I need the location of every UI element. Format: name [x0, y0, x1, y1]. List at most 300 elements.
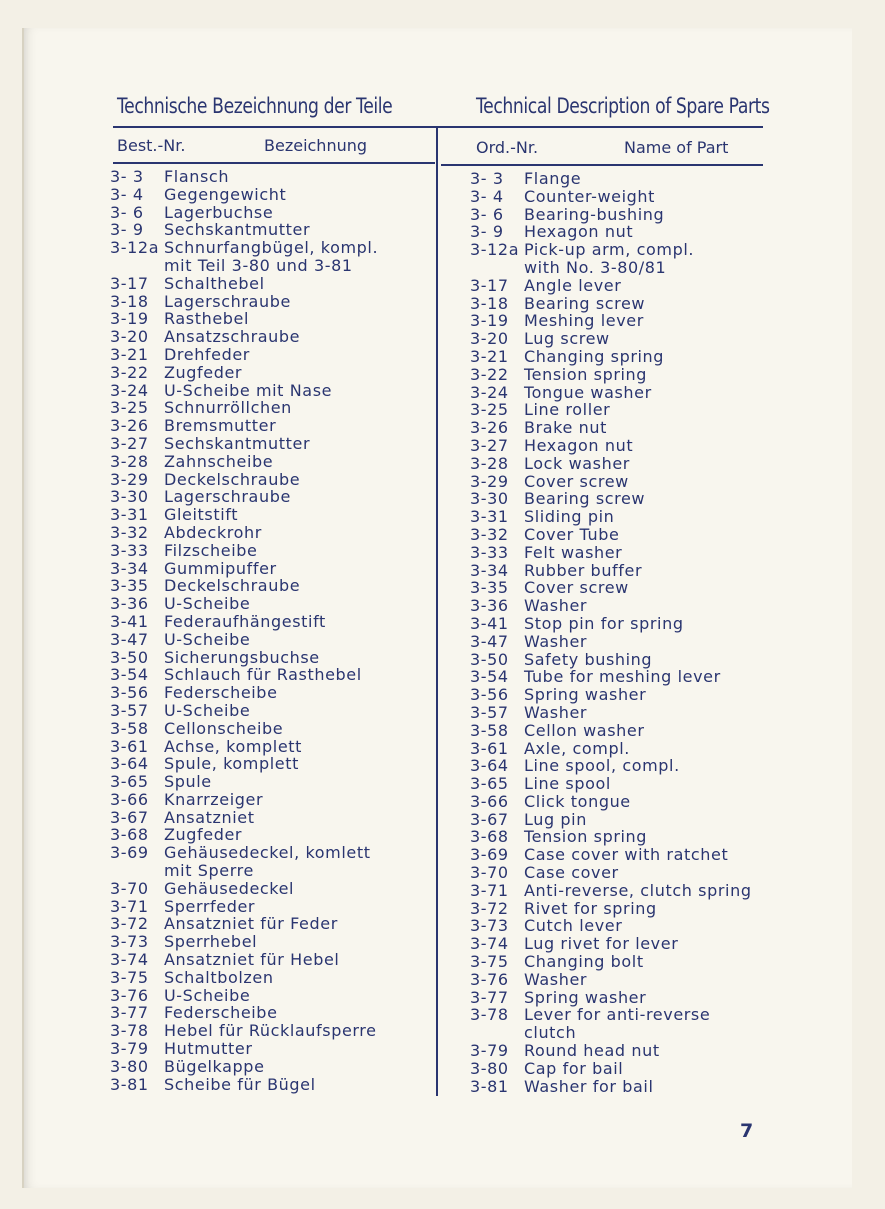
list-item	[110, 720, 378, 738]
part-number: 3-26	[110, 416, 149, 436]
list-item	[470, 490, 752, 508]
part-number: 3-77	[470, 987, 509, 1007]
part-name: Changing spring	[524, 346, 665, 366]
list-item	[110, 364, 378, 382]
part-name: Rasthebel	[164, 309, 250, 329]
part-name: Sliding pin	[524, 507, 615, 527]
part-number: 3-47	[110, 629, 149, 649]
part-number: 3-80	[110, 1056, 149, 1076]
list-item	[110, 328, 378, 346]
part-number: 3-75	[470, 952, 509, 972]
part-number: 3-29	[110, 469, 149, 489]
part-name: Zugfeder	[164, 825, 243, 845]
list-item	[110, 560, 378, 578]
list-item	[470, 526, 752, 544]
list-item	[470, 1042, 752, 1060]
part-number: 3-73	[470, 916, 509, 936]
part-name: mit Teil 3-80 und 3-81	[164, 255, 353, 275]
part-number: 3-74	[470, 934, 509, 954]
part-name: Spule, komplett	[164, 754, 299, 774]
part-name: Federscheibe	[164, 683, 278, 703]
list-item	[110, 417, 378, 435]
part-number: 3-30	[470, 489, 509, 509]
part-name: Hutmutter	[164, 1039, 253, 1059]
list-item	[110, 649, 378, 667]
part-name: Meshing lever	[524, 311, 644, 331]
list-item	[110, 1076, 378, 1094]
part-number: 3-54	[110, 665, 149, 685]
part-number: 3- 3	[470, 169, 504, 188]
part-number: 3-28	[110, 451, 149, 471]
list-item	[470, 579, 752, 597]
part-number: 3-65	[110, 772, 149, 792]
list-item	[470, 668, 752, 686]
list-item	[110, 666, 378, 684]
list-item	[110, 453, 378, 471]
list-item	[110, 186, 378, 204]
list-item	[110, 293, 378, 311]
part-name: Sperrhebel	[164, 932, 258, 952]
part-name: Cellonscheibe	[164, 718, 284, 738]
part-number: 3-12a	[110, 238, 160, 258]
part-name: Spring washer	[524, 987, 647, 1007]
part-name: Gummipuffer	[164, 558, 277, 578]
part-number: 3-31	[470, 507, 509, 527]
part-name: Cover screw	[524, 578, 629, 598]
part-name: U-Scheibe mit Nase	[164, 380, 333, 400]
english-parts-list	[470, 170, 752, 1095]
part-name: Schnurfangbügel, kompl.	[164, 238, 379, 258]
part-number: 3-12a	[470, 240, 520, 260]
part-name: Gehäusedeckel	[164, 878, 295, 898]
list-item	[110, 1058, 378, 1076]
list-item	[110, 933, 378, 951]
list-item	[110, 684, 378, 702]
part-number: 3-30	[110, 487, 149, 507]
part-number: 3-79	[110, 1039, 149, 1059]
part-name: Deckelschraube	[164, 576, 301, 596]
part-name: Ansatzniet für Feder	[164, 914, 338, 934]
list-item	[110, 631, 378, 649]
part-name: Lug screw	[524, 329, 610, 349]
column-header-rule-left	[113, 162, 435, 164]
list-item	[470, 864, 752, 882]
list-item	[110, 310, 378, 328]
list-item	[110, 221, 378, 239]
part-number: 3- 3	[110, 167, 144, 186]
part-name: Hexagon nut	[524, 222, 634, 242]
column-header-name-of-part: Name of Part	[624, 138, 729, 157]
part-name: Bearing-bushing	[524, 204, 665, 224]
part-name: Lagerbuchse	[164, 202, 274, 222]
part-name: Tension spring	[524, 364, 648, 384]
list-item	[470, 989, 752, 1007]
list-item	[470, 722, 752, 740]
part-number: 3-21	[470, 346, 509, 366]
part-number: 3-33	[470, 542, 509, 562]
german-parts-list	[110, 168, 378, 1093]
part-name: Federscheibe	[164, 1003, 278, 1023]
part-name: Brake nut	[524, 418, 607, 438]
list-item	[470, 206, 752, 224]
part-name: Pick-up arm, compl.	[524, 240, 695, 260]
part-number: 3-26	[470, 418, 509, 438]
part-name: Gleitstift	[164, 505, 239, 525]
column-header-best-nr: Best.-Nr.	[117, 136, 186, 155]
part-number: 3-32	[470, 524, 509, 544]
part-number: 3-80	[470, 1058, 509, 1078]
part-number: 3-31	[110, 505, 149, 525]
part-number: 3-67	[470, 809, 509, 829]
list-item	[110, 915, 378, 933]
list-item	[470, 740, 752, 758]
part-name: Cellon washer	[524, 720, 645, 740]
part-name: Washer	[524, 631, 588, 651]
list-item	[110, 809, 378, 827]
part-name: Lever for anti-reverse	[524, 1005, 711, 1025]
part-number: 3-71	[470, 880, 509, 900]
part-number: 3-50	[470, 649, 509, 669]
list-item	[470, 419, 752, 437]
list-item	[110, 346, 378, 364]
part-name: Lagerschraube	[164, 291, 291, 311]
part-name: Spule	[164, 772, 212, 792]
list-item	[110, 168, 378, 186]
part-number: 3-78	[470, 1005, 509, 1025]
part-name: Sechskantmutter	[164, 220, 311, 240]
part-number: 3-36	[110, 594, 149, 614]
list-item	[470, 775, 752, 793]
part-number: 3-21	[110, 344, 149, 364]
list-item	[470, 1024, 752, 1042]
part-name: Cap for bail	[524, 1058, 624, 1078]
part-number: 3-57	[110, 700, 149, 720]
list-item	[470, 473, 752, 491]
part-number: 3-20	[110, 327, 149, 347]
part-number: 3-77	[110, 1003, 149, 1023]
part-name: Flansch	[164, 167, 230, 186]
list-item	[110, 880, 378, 898]
page-number: 7	[740, 1120, 754, 1142]
part-number: 3-27	[110, 433, 149, 453]
part-number: 3-28	[470, 453, 509, 473]
part-name: Gegengewicht	[164, 184, 287, 204]
part-name: with No. 3-80/81	[524, 257, 667, 277]
list-item	[110, 862, 378, 880]
list-item	[110, 898, 378, 916]
part-number	[110, 862, 164, 880]
part-name: Sicherungsbuchse	[164, 647, 320, 667]
part-number: 3-17	[470, 275, 509, 295]
part-number: 3-19	[110, 309, 149, 329]
list-item	[470, 793, 752, 811]
list-item	[110, 773, 378, 791]
list-item	[470, 828, 752, 846]
part-number: 3-64	[470, 756, 509, 776]
part-name: Bremsmutter	[164, 416, 277, 436]
list-item	[470, 401, 752, 419]
part-number: 3-22	[110, 362, 149, 382]
part-name: Lug rivet for lever	[524, 934, 679, 954]
part-name: Bearing screw	[524, 293, 646, 313]
part-number: 3-56	[470, 685, 509, 705]
part-number: 3-24	[470, 382, 509, 402]
part-name: Safety bushing	[524, 649, 653, 669]
part-number: 3-35	[110, 576, 149, 596]
part-name: Stop pin for spring	[524, 613, 684, 633]
part-name: Rivet for spring	[524, 898, 657, 918]
list-item	[110, 524, 378, 542]
part-number: 3-29	[470, 471, 509, 491]
part-name: Zugfeder	[164, 362, 243, 382]
list-item	[110, 844, 378, 862]
part-number: 3-33	[110, 540, 149, 560]
list-item	[470, 846, 752, 864]
part-name: Counter-weight	[524, 186, 656, 206]
part-number: 3-57	[470, 702, 509, 722]
part-number: 3-25	[110, 398, 149, 418]
list-item	[470, 1006, 752, 1024]
list-item	[110, 257, 378, 275]
part-name: Cover Tube	[524, 524, 620, 544]
part-number: 3-65	[470, 774, 509, 794]
part-name: Schaltbolzen	[164, 967, 274, 987]
part-number: 3-35	[470, 578, 509, 598]
part-name: Flange	[524, 169, 582, 188]
part-number: 3-72	[110, 914, 149, 934]
list-item	[110, 1022, 378, 1040]
list-item	[470, 917, 752, 935]
list-item	[470, 900, 752, 918]
part-name: Achse, komplett	[164, 736, 303, 756]
part-name: Anti-reverse, clutch spring	[524, 880, 752, 900]
part-number	[470, 1024, 524, 1042]
list-item	[110, 1040, 378, 1058]
list-item	[470, 544, 752, 562]
list-item	[470, 704, 752, 722]
part-name: Schnurröllchen	[164, 398, 292, 418]
part-name: Schalthebel	[164, 273, 265, 293]
list-item	[110, 204, 378, 222]
part-number: 3-27	[470, 435, 509, 455]
part-name: U-Scheibe	[164, 700, 251, 720]
part-name: Gehäusedeckel, komlett	[164, 843, 371, 863]
part-number: 3-36	[470, 596, 509, 616]
part-number: 3-64	[110, 754, 149, 774]
part-name: Felt washer	[524, 542, 623, 562]
part-name: Line roller	[524, 400, 611, 420]
part-name: U-Scheibe	[164, 594, 251, 614]
list-item	[110, 595, 378, 613]
part-number: 3-76	[110, 985, 149, 1005]
part-name: Line spool	[524, 774, 611, 794]
list-item	[470, 384, 752, 402]
list-item	[110, 399, 378, 417]
list-item	[470, 188, 752, 206]
list-item	[470, 971, 752, 989]
part-name: Ansatzniet für Hebel	[164, 950, 340, 970]
part-name: clutch	[524, 1023, 577, 1043]
part-name: Axle, compl.	[524, 738, 630, 758]
part-number: 3-61	[470, 738, 509, 758]
part-name: Sperrfeder	[164, 896, 256, 916]
part-number: 3-50	[110, 647, 149, 667]
part-number: 3-73	[110, 932, 149, 952]
list-item	[110, 488, 378, 506]
list-item	[470, 882, 752, 900]
part-number: 3-81	[110, 1074, 149, 1094]
part-name: Tension spring	[524, 827, 648, 847]
part-number: 3-22	[470, 364, 509, 384]
part-name: Schlauch für Rasthebel	[164, 665, 362, 685]
part-name: Line spool, compl.	[524, 756, 680, 776]
part-name: mit Sperre	[164, 861, 254, 881]
part-number: 3- 9	[470, 222, 504, 242]
part-number: 3- 6	[110, 202, 144, 222]
part-number: 3-18	[470, 293, 509, 313]
part-number: 3-18	[110, 291, 149, 311]
part-number: 3-75	[110, 967, 149, 987]
part-name: Bearing screw	[524, 489, 646, 509]
list-item	[470, 953, 752, 971]
part-number: 3-78	[110, 1021, 149, 1041]
part-number: 3-68	[470, 827, 509, 847]
list-item	[110, 987, 378, 1005]
part-number: 3-69	[470, 845, 509, 865]
part-number: 3-68	[110, 825, 149, 845]
list-item	[470, 259, 752, 277]
part-number: 3-72	[470, 898, 509, 918]
list-item	[470, 1078, 752, 1096]
part-name: Case cover with ratchet	[524, 845, 729, 865]
list-item	[110, 738, 378, 756]
column-divider	[436, 128, 438, 1096]
part-number: 3-58	[470, 720, 509, 740]
part-number: 3- 4	[470, 186, 504, 206]
part-name: Zahnscheibe	[164, 451, 274, 471]
part-name: Cutch lever	[524, 916, 623, 936]
part-name: Hebel für Rücklaufsperre	[164, 1021, 377, 1041]
part-name: Abdeckrohr	[164, 522, 262, 542]
list-item	[110, 951, 378, 969]
part-name: Deckelschraube	[164, 469, 301, 489]
part-number: 3-20	[470, 329, 509, 349]
part-name: Sechskantmutter	[164, 433, 311, 453]
column-header-bezeichnung: Bezeichnung	[264, 136, 368, 155]
part-number: 3-58	[110, 718, 149, 738]
part-name: Washer	[524, 702, 588, 722]
list-item	[110, 702, 378, 720]
part-name: U-Scheibe	[164, 629, 251, 649]
part-number: 3-70	[110, 878, 149, 898]
part-name: Ansatzschraube	[164, 327, 301, 347]
part-name: Drehfeder	[164, 344, 250, 364]
list-item	[110, 435, 378, 453]
list-item	[470, 437, 752, 455]
title-english: Technical Description of Spare Parts	[476, 94, 770, 118]
part-name: Hexagon nut	[524, 435, 634, 455]
list-item	[110, 239, 378, 257]
list-item	[110, 471, 378, 489]
part-number: 3- 6	[470, 204, 504, 224]
part-name: U-Scheibe	[164, 985, 251, 1005]
part-name: Case cover	[524, 863, 619, 883]
list-item	[470, 223, 752, 241]
part-name: Spring washer	[524, 685, 647, 705]
list-item	[470, 508, 752, 526]
part-number: 3-70	[470, 863, 509, 883]
list-item	[470, 562, 752, 580]
part-name: Ansatzniet	[164, 807, 255, 827]
part-number: 3-66	[470, 791, 509, 811]
part-name: Click tongue	[524, 791, 631, 811]
list-item	[470, 597, 752, 615]
part-name: Angle lever	[524, 275, 622, 295]
part-number: 3-76	[470, 969, 509, 989]
part-name: Federaufhängestift	[164, 611, 326, 631]
list-item	[110, 791, 378, 809]
list-item	[470, 686, 752, 704]
list-item	[470, 312, 752, 330]
part-number: 3-25	[470, 400, 509, 420]
list-item	[470, 348, 752, 366]
part-name: Scheibe für Bügel	[164, 1074, 316, 1094]
part-name: Lagerschraube	[164, 487, 291, 507]
column-header-rule-right	[441, 164, 763, 166]
list-item	[470, 615, 752, 633]
list-item	[110, 382, 378, 400]
part-number	[110, 257, 164, 275]
list-item	[470, 277, 752, 295]
list-item	[110, 755, 378, 773]
part-number: 3- 9	[110, 220, 144, 240]
list-item	[470, 935, 752, 953]
part-number: 3-34	[470, 560, 509, 580]
list-item	[110, 613, 378, 631]
part-number: 3-81	[470, 1076, 509, 1096]
part-number: 3-67	[110, 807, 149, 827]
part-number	[470, 259, 524, 277]
list-item	[110, 826, 378, 844]
part-number: 3-32	[110, 522, 149, 542]
part-name: Changing bolt	[524, 952, 644, 972]
part-name: Washer	[524, 969, 588, 989]
part-number: 3-71	[110, 896, 149, 916]
part-name: Washer	[524, 596, 588, 616]
list-item	[110, 969, 378, 987]
part-number: 3-69	[110, 843, 149, 863]
part-name: Tongue washer	[524, 382, 652, 402]
part-number: 3-56	[110, 683, 149, 703]
part-number: 3-41	[110, 611, 149, 631]
list-item	[470, 651, 752, 669]
list-item	[110, 506, 378, 524]
part-name: Washer for bail	[524, 1076, 654, 1096]
part-number: 3- 4	[110, 184, 144, 204]
part-name: Lock washer	[524, 453, 630, 473]
list-item	[470, 366, 752, 384]
list-item	[470, 1060, 752, 1078]
part-name: Bügelkappe	[164, 1056, 265, 1076]
list-item	[470, 455, 752, 473]
list-item	[470, 633, 752, 651]
part-number: 3-74	[110, 950, 149, 970]
part-number: 3-17	[110, 273, 149, 293]
part-name: Filzscheibe	[164, 540, 258, 560]
part-number: 3-34	[110, 558, 149, 578]
list-item	[110, 1004, 378, 1022]
part-name: Tube for meshing lever	[524, 667, 721, 687]
